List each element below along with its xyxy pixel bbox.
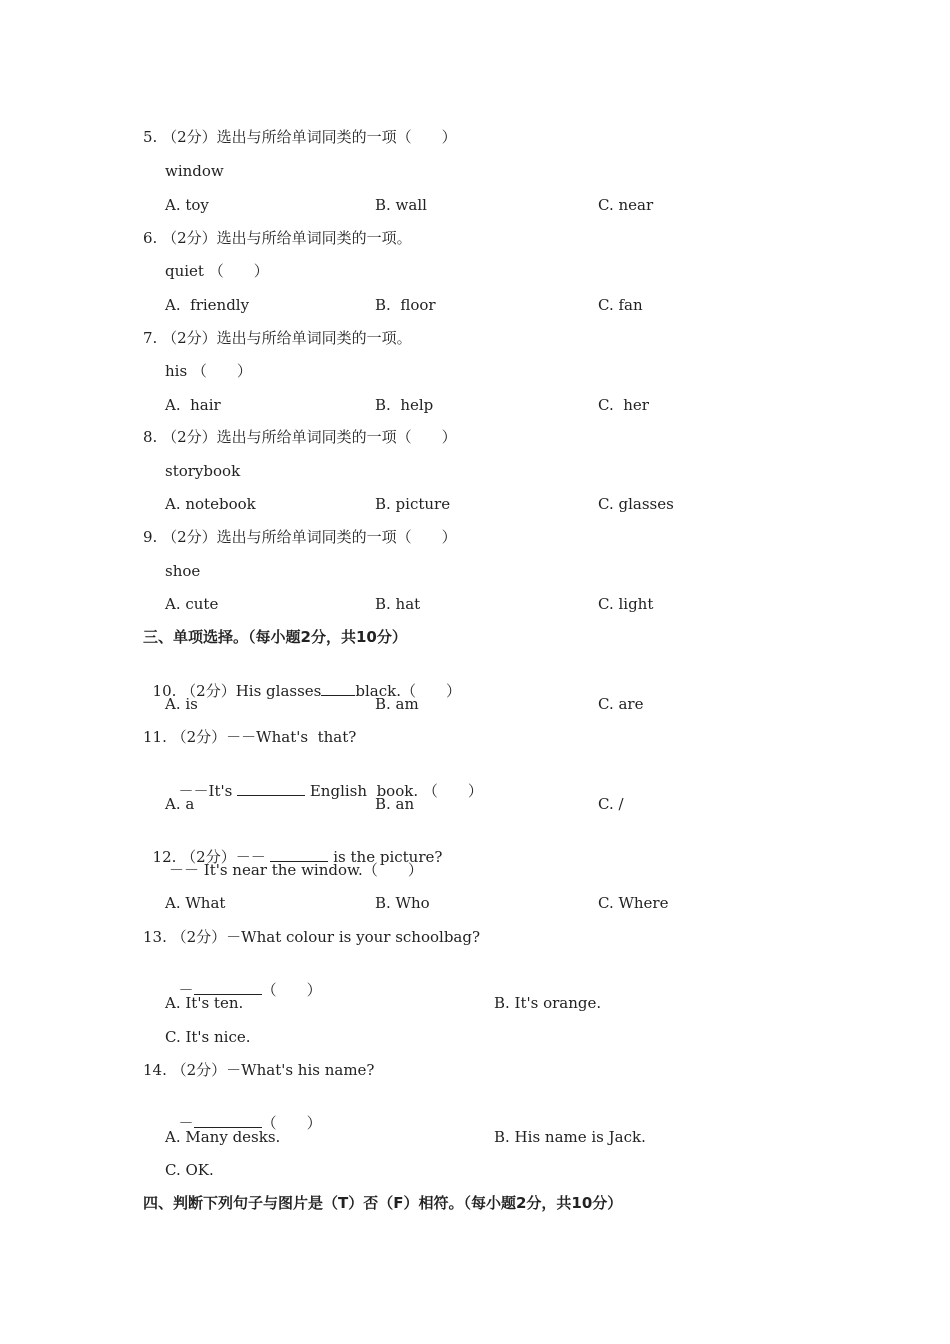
q10-stem-end: black.（ ） (355, 682, 461, 700)
q9-word: shoe (165, 562, 201, 580)
q14-line2-start: － (178, 1114, 194, 1132)
q9-option-a[interactable]: A. cute (165, 595, 219, 613)
q10-option-c[interactable]: C. are (598, 695, 644, 713)
q14-option-a[interactable]: A. Many desks. (165, 1128, 281, 1146)
q13-option-a[interactable]: A. It's ten. (165, 994, 244, 1012)
q11-option-b[interactable]: B. an (375, 795, 415, 813)
q5-option-c[interactable]: C. near (598, 196, 654, 214)
q10-stem-start: 10. （2分）His glasses (152, 682, 322, 700)
q14-line2-end: （ ） (261, 1114, 322, 1132)
q12-stem-start: 12. （2分）－－ (152, 848, 271, 866)
q9-option-c[interactable]: C. light (598, 595, 654, 613)
q8-stem: 8. （2分）选出与所给单词同类的一项（ ） (143, 428, 457, 446)
q11-option-a[interactable]: A. a (165, 795, 195, 813)
q9-option-b[interactable]: B. hat (375, 595, 421, 613)
q7-option-b[interactable]: B. help (375, 396, 434, 414)
q11-line2-start: －－It's (178, 782, 238, 800)
q11-stem: 11. （2分）－－What's that? (143, 728, 357, 746)
q12-option-a[interactable]: A. What (165, 894, 226, 912)
q13-line2-end: （ ） (261, 981, 322, 999)
q8-option-c[interactable]: C. glasses (598, 495, 674, 513)
q14-option-c[interactable]: C. OK. (165, 1161, 214, 1179)
q5-option-b[interactable]: B. wall (375, 196, 427, 214)
q6-option-b[interactable]: B. floor (375, 296, 436, 314)
q14-answer-blank[interactable] (194, 1113, 262, 1128)
q13-option-c[interactable]: C. It's nice. (165, 1028, 251, 1046)
q11-answer-blank[interactable] (237, 781, 305, 796)
q8-option-a[interactable]: A. notebook (165, 495, 256, 513)
q7-option-a[interactable]: A. hair (165, 396, 221, 414)
q7-word: his （ ） (165, 362, 252, 380)
q11-option-c[interactable]: C. / (598, 795, 624, 813)
q7-stem: 7. （2分）选出与所给单词同类的一项。 (143, 329, 412, 347)
q12-stem-end: is the picture? (328, 848, 443, 866)
q8-word: storybook (165, 462, 241, 480)
q13-stem: 13. （2分）－What colour is your schoolbag? (143, 928, 481, 946)
q10-answer-blank[interactable] (321, 681, 355, 696)
q9-stem: 9. （2分）选出与所给单词同类的一项（ ） (143, 528, 457, 546)
q6-option-c[interactable]: C. fan (598, 296, 643, 314)
q5-stem: 5. （2分）选出与所给单词同类的一项（ ） (143, 128, 457, 146)
q5-option-a[interactable]: A. toy (165, 196, 209, 214)
q7-option-c[interactable]: C. her (598, 396, 649, 414)
q6-stem: 6. （2分）选出与所给单词同类的一项。 (143, 229, 412, 247)
section-4-heading: 四、判断下列句子与图片是（T）否（F）相符。（每小题2分，共10分） (143, 1194, 623, 1212)
q13-line2-start: － (178, 981, 194, 999)
q10-option-b[interactable]: B. am (375, 695, 419, 713)
q6-word: quiet （ ） (165, 262, 269, 280)
q8-option-b[interactable]: B. picture (375, 495, 451, 513)
q12-line2: －－ It's near the window.（ ） (169, 861, 423, 879)
q6-option-a[interactable]: A. friendly (165, 296, 250, 314)
q14-stem: 14. （2分）－What's his name? (143, 1061, 375, 1079)
q11-line2-end: English book. （ ） (305, 782, 483, 800)
q12-option-b[interactable]: B. Who (375, 894, 430, 912)
section-3-heading: 三、单项选择。（每小题2分，共10分） (143, 628, 407, 646)
q10-option-a[interactable]: A. is (165, 695, 198, 713)
q11-line2 (169, 761, 483, 801)
q13-option-b[interactable]: B. It's orange. (494, 994, 602, 1012)
q12-option-c[interactable]: C. Where (598, 894, 669, 912)
q14-option-b[interactable]: B. His name is Jack. (494, 1128, 646, 1146)
q5-word: window (165, 162, 224, 180)
